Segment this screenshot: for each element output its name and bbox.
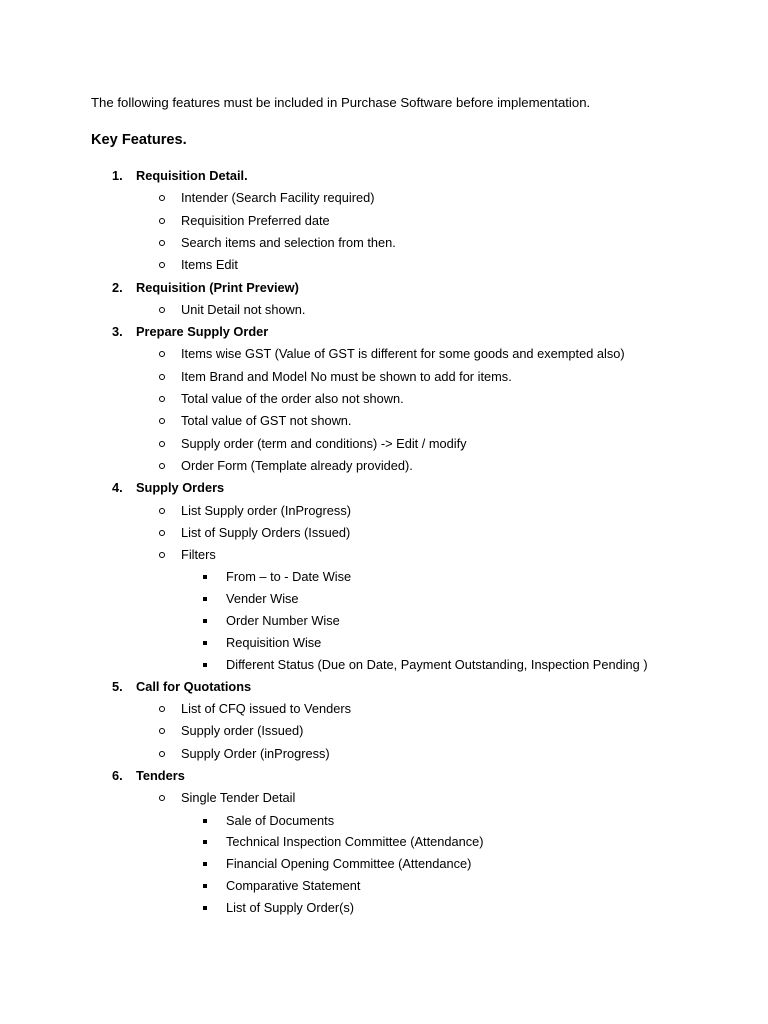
square-bullet-icon xyxy=(203,853,207,875)
list-item-text: Item Brand and Model No must be shown to add for items. xyxy=(181,369,512,384)
section-title: Supply Orders xyxy=(136,480,225,495)
list-number: 6. xyxy=(112,768,123,783)
list-item-text: Order Form (Template already provided). xyxy=(181,458,413,473)
sub-list-item-text: Requisition Wise xyxy=(226,635,322,650)
circle-bullet-icon xyxy=(159,343,165,365)
list-item-text: Supply order (term and conditions) -> Edit / modify xyxy=(181,436,467,451)
sub-list-item-text: Vender Wise xyxy=(226,591,299,606)
square-bullet-icon xyxy=(203,810,207,832)
list-item-text: Total value of the order also not shown. xyxy=(181,391,404,406)
circle-bullet-icon xyxy=(159,366,165,388)
square-bullet-icon xyxy=(203,875,207,897)
list-item-text: Unit Detail not shown. xyxy=(181,302,306,317)
circle-bullet-icon xyxy=(159,522,165,544)
section-title: Requisition (Print Preview) xyxy=(136,280,299,295)
list-item-text: List of CFQ issued to Venders xyxy=(181,701,351,716)
circle-bullet-icon xyxy=(159,455,165,477)
list-number: 3. xyxy=(112,324,123,339)
list-item-text: Intender (Search Facility required) xyxy=(181,190,375,205)
circle-bullet-icon xyxy=(159,254,165,276)
square-bullet-icon xyxy=(203,588,207,610)
list-number: 1. xyxy=(112,168,123,183)
circle-bullet-icon xyxy=(159,388,165,410)
intro-paragraph: The following features must be included in Purchase Software before implementation. xyxy=(91,95,591,110)
list-number: 5. xyxy=(112,679,123,694)
circle-bullet-icon xyxy=(159,410,165,432)
list-item-text: Total value of GST not shown. xyxy=(181,413,352,428)
list-item-text: Items wise GST (Value of GST is different for some goods and exempted also) xyxy=(181,346,625,361)
circle-bullet-icon xyxy=(159,232,165,254)
sub-list-item-text: Financial Opening Committee (Attendance) xyxy=(226,856,472,871)
square-bullet-icon xyxy=(203,831,207,853)
circle-bullet-icon xyxy=(159,787,165,809)
sub-list-item-text: Comparative Statement xyxy=(226,878,361,893)
circle-bullet-icon xyxy=(159,433,165,455)
sub-list-item-text: Technical Inspection Committee (Attendance) xyxy=(226,834,484,849)
list-item-text: Filters xyxy=(181,547,216,562)
list-item-text: List of Supply Orders (Issued) xyxy=(181,525,351,540)
sub-list-item-text: List of Supply Order(s) xyxy=(226,900,355,915)
square-bullet-icon xyxy=(203,632,207,654)
sub-list-item-text: From – to - Date Wise xyxy=(226,569,352,584)
list-item-text: Supply Order (inProgress) xyxy=(181,746,330,761)
list-item-text: List Supply order (InProgress) xyxy=(181,503,351,518)
square-bullet-icon xyxy=(203,610,207,632)
square-bullet-icon xyxy=(203,897,207,919)
circle-bullet-icon xyxy=(159,720,165,742)
section-title: Tenders xyxy=(136,768,185,783)
list-item-text: Single Tender Detail xyxy=(181,790,296,805)
list-item-text: Requisition Preferred date xyxy=(181,213,330,228)
circle-bullet-icon xyxy=(159,299,165,321)
circle-bullet-icon xyxy=(159,187,165,209)
square-bullet-icon xyxy=(203,566,207,588)
list-number: 2. xyxy=(112,280,123,295)
sub-list-item-text: Sale of Documents xyxy=(226,813,335,828)
section-title: Prepare Supply Order xyxy=(136,324,269,339)
circle-bullet-icon xyxy=(159,544,165,566)
list-item-text: Items Edit xyxy=(181,257,238,272)
circle-bullet-icon xyxy=(159,698,165,720)
list-item-text: Search items and selection from then. xyxy=(181,235,396,250)
key-features-heading: Key Features. xyxy=(91,132,187,148)
circle-bullet-icon xyxy=(159,210,165,232)
section-title: Call for Quotations xyxy=(136,679,252,694)
sub-list-item-text: Different Status (Due on Date, Payment Outstanding, Inspection Pending ) xyxy=(226,657,648,672)
square-bullet-icon xyxy=(203,654,207,676)
sub-list-item-text: Order Number Wise xyxy=(226,613,340,628)
circle-bullet-icon xyxy=(159,743,165,765)
circle-bullet-icon xyxy=(159,500,165,522)
list-number: 4. xyxy=(112,480,123,495)
list-item-text: Supply order (Issued) xyxy=(181,723,304,738)
section-title: Requisition Detail. xyxy=(136,168,248,183)
